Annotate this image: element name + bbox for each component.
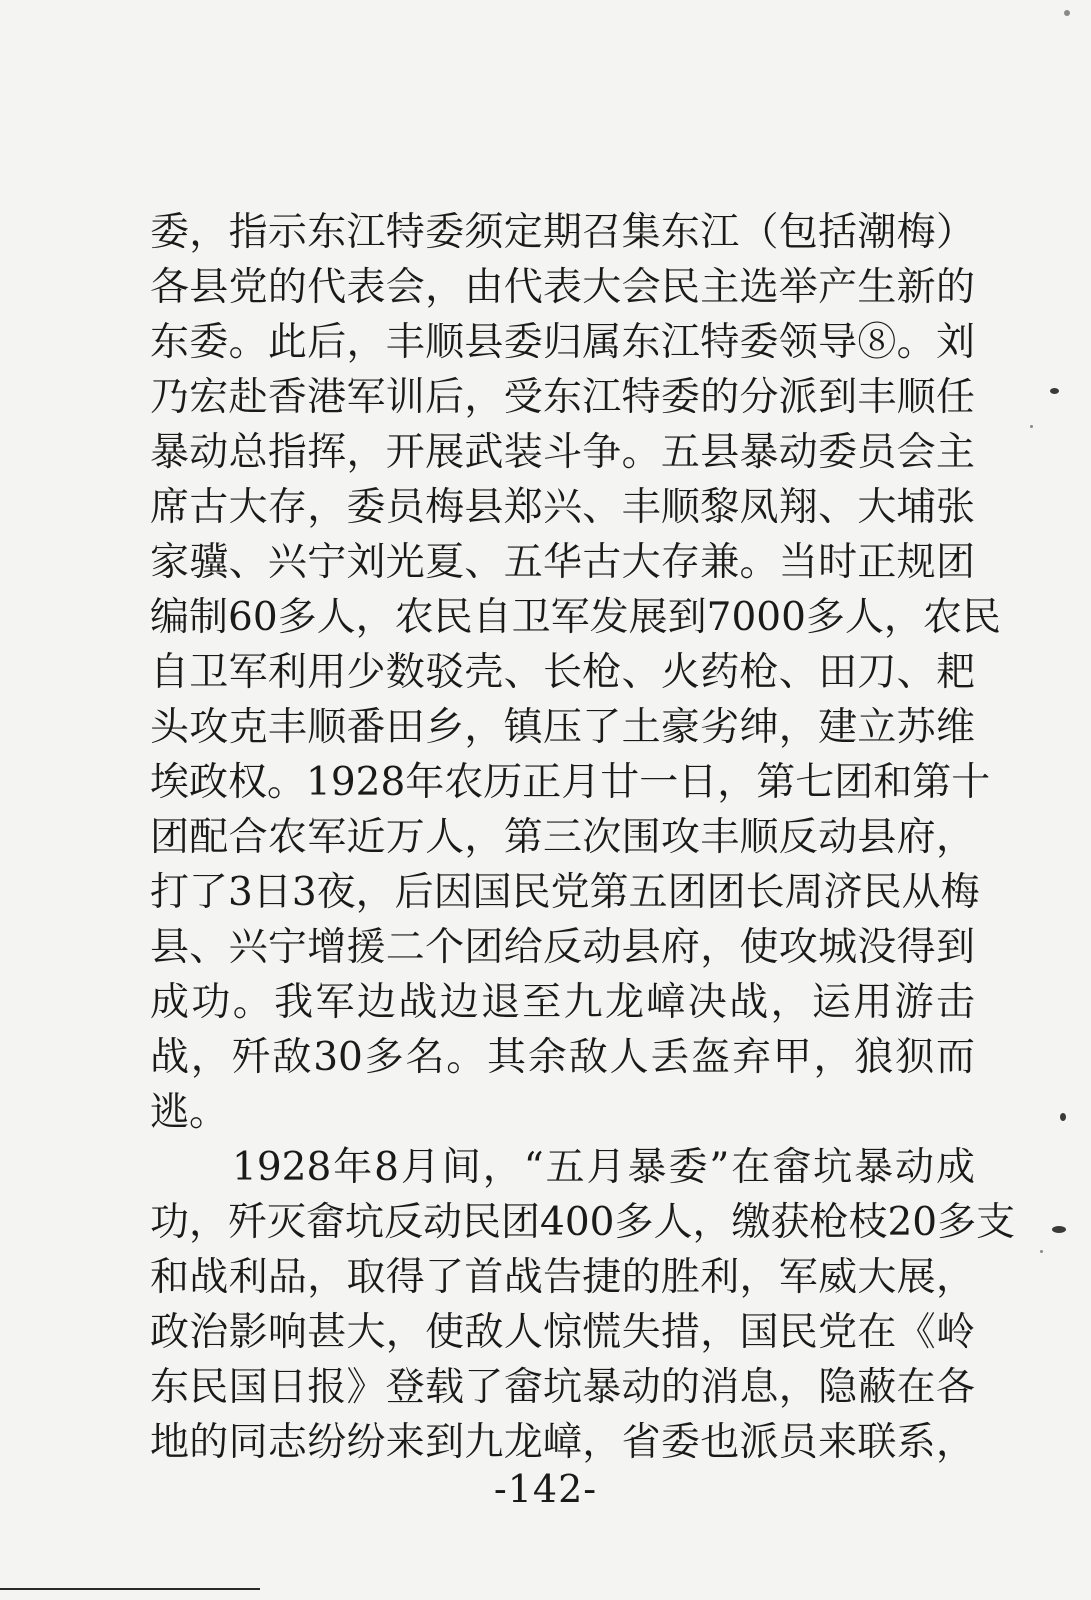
text-line: 逃。 (150, 1090, 229, 1135)
text-line: 东委。此后，丰顺县委归属东江特委领导⑧。刘 (150, 320, 975, 365)
text-line: 自卫军利用少数驳壳、长枪、火药枪、田刀、耙 (150, 650, 975, 695)
text-line: 县、兴宁增援二个团给反动县府，使攻城没得到 (150, 925, 975, 970)
text-line: 编制60多人，农民自卫军发展到7000多人，农民 (150, 595, 1001, 640)
paragraph-1 (150, 205, 1001, 1140)
paragraph-2 (150, 1140, 1016, 1470)
text-line: 功，歼灭畲坑反动民团400多人，缴获枪枝20多支 (150, 1200, 1016, 1245)
scan-speck (1064, 10, 1070, 16)
text-line: 家骥、兴宁刘光夏、五华古大存兼。当时正规团 (150, 540, 975, 585)
text-line: 地的同志纷纷来到九龙嶂，省委也派员来联系， (150, 1420, 975, 1465)
body-text (150, 205, 1016, 1470)
scan-speck (1040, 1250, 1043, 1253)
text-line: 成功。我军边战边退至九龙嶂决战，运用游击 (150, 980, 975, 1025)
text-line: 战，歼敌30多名。其余敌人丢盔弃甲，狼狈而 (150, 1035, 975, 1080)
text-line: 政治影响甚大，使敌人惊慌失措，国民党在《岭 (150, 1310, 975, 1355)
scan-speck (1052, 1226, 1066, 1233)
text-line: 埃政权。1928年农历正月廿一日，第七团和第十 (150, 760, 991, 805)
text-line: 委，指示东江特委须定期召集东江（包括潮梅） (150, 210, 975, 255)
scan-edge (0, 1588, 260, 1590)
scan-speck (1060, 1113, 1066, 1121)
text-line: 打了3日3夜，后因国民党第五团团长周济民从梅 (150, 870, 980, 915)
text-line: 乃宏赴香港军训后，受东江特委的分派到丰顺任 (150, 375, 975, 420)
text-line: 暴动总指挥，开展武装斗争。五县暴动委员会主 (150, 430, 975, 475)
text-line: 1928年8月间，“五月暴委”在畲坑暴动成 (232, 1145, 975, 1190)
text-line: 头攻克丰顺番田乡，镇压了土豪劣绅，建立苏维 (150, 705, 975, 750)
text-line: 东民国日报》登载了畲坑暴动的消息，隐蔽在各 (150, 1365, 975, 1410)
page-number: -142- (493, 1467, 598, 1511)
scan-speck (1050, 388, 1059, 394)
text-line: 席古大存，委员梅县郑兴、丰顺黎凤翔、大埔张 (150, 485, 975, 530)
scan-speck (1030, 425, 1033, 428)
text-line: 和战利品，取得了首战告捷的胜利，军威大展， (150, 1255, 975, 1300)
text-line: 各县党的代表会，由代表大会民主选举产生新的 (150, 265, 975, 310)
text-line: 团配合农军近万人，第三次围攻丰顺反动县府， (150, 815, 975, 860)
